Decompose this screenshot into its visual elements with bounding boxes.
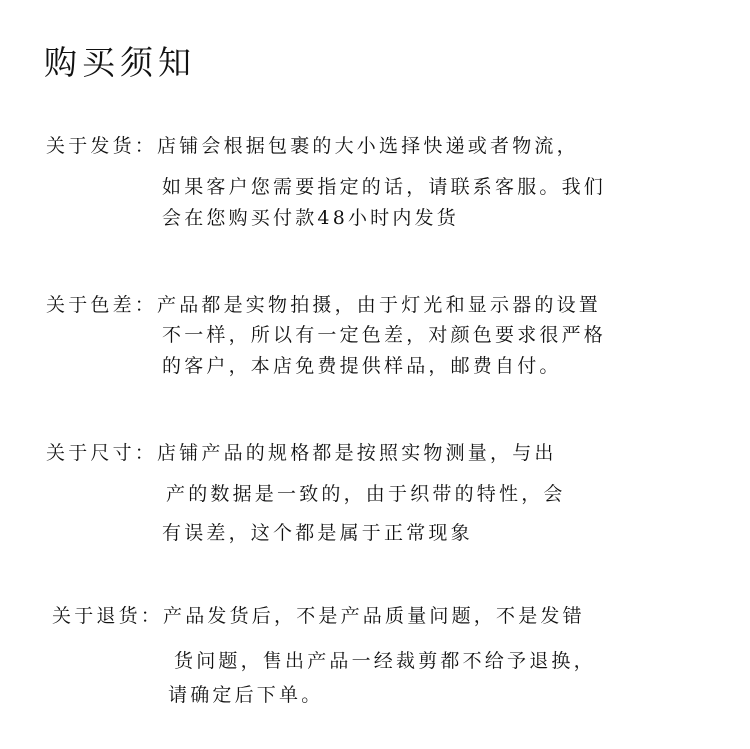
returns-line-1: 关于退货：产品发货后，不是产品质量问题，不是发错 — [52, 605, 585, 627]
size-line-1: 关于尺寸：店铺产品的规格都是按照实物测量，与出 — [46, 442, 557, 464]
color-diff-line-3: 的客户，本店免费提供样品，邮费自付。 — [162, 355, 562, 377]
returns-line-2: 货问题，售出产品一经裁剪都不给予退换， — [174, 650, 596, 672]
page-title: 购买须知 — [44, 43, 196, 82]
shipping-line-3: 会在您购买付款48小时内发货 — [162, 207, 459, 229]
size-line-2: 产的数据是一致的，由于织带的特性，会 — [166, 483, 566, 505]
shipping-line-1: 关于发货：店铺会根据包裹的大小选择快递或者物流， — [46, 135, 579, 157]
color-diff-line-2: 不一样，所以有一定色差，对颜色要求很严格 — [162, 324, 607, 346]
returns-line-3: 请确定后下单。 — [168, 684, 324, 706]
color-diff-line-1: 关于色差：产品都是实物拍摄，由于灯光和显示器的设置 — [46, 294, 602, 316]
shipping-line-2: 如果客户您需要指定的话，请联系客服。我们 — [162, 176, 607, 198]
size-line-3: 有误差，这个都是属于正常现象 — [162, 522, 473, 544]
